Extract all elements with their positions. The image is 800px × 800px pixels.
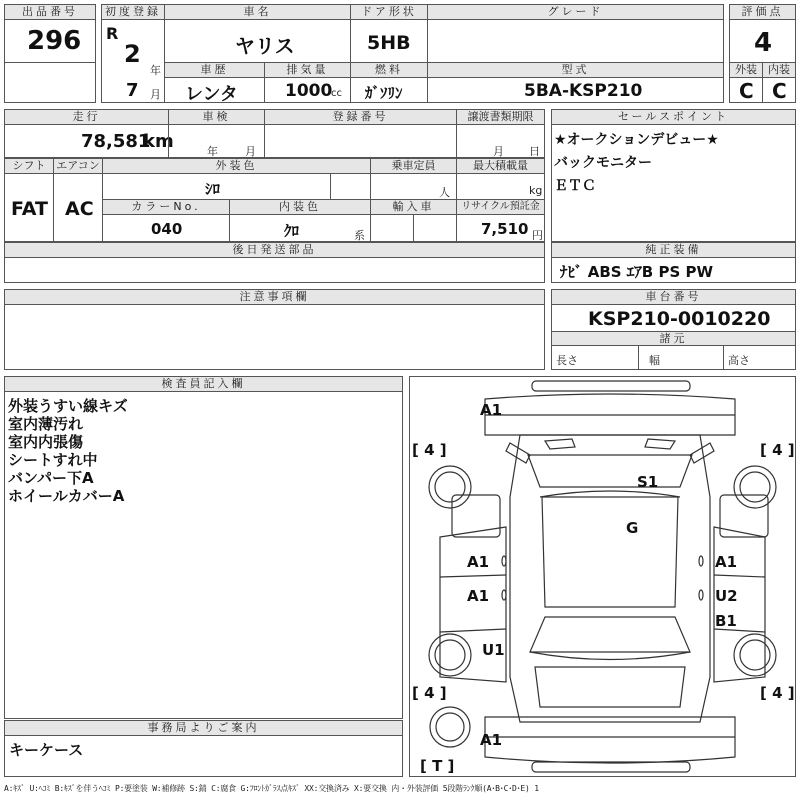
sales-point-line: ＥＴＣ <box>554 178 596 194</box>
spec-width-label: 幅 <box>649 354 660 367</box>
grade-label: グレード <box>427 4 724 20</box>
reg-month: 7 <box>126 80 139 101</box>
history-cell <box>164 77 265 103</box>
car-name: ヤリス <box>235 34 295 58</box>
left-rear-door-mark: A1 <box>467 587 490 605</box>
car-name-cell <box>164 19 351 63</box>
genuine-cell <box>551 257 796 283</box>
inspector-line: シートすれ中 <box>8 451 98 469</box>
right-front-door-mark: A1 <box>715 553 738 571</box>
rear-bumper-mark: A1 <box>480 731 503 749</box>
spec-length <box>551 345 639 370</box>
shift-label: シフト <box>4 158 54 174</box>
inspector-line: ホイールカバーA <box>8 487 125 505</box>
interior-grade-cell <box>762 77 796 103</box>
lot-label: 出品番号 <box>4 4 96 20</box>
ext-color-cell <box>102 173 331 200</box>
year-unit: 年 <box>150 64 161 77</box>
month-unit: 月 <box>150 88 161 101</box>
ext-color-value: ｼﾛ <box>205 180 221 198</box>
exterior-grade: C <box>739 79 754 103</box>
spare-tire-mark: [ T ] <box>420 757 455 775</box>
fuel-value: ｶﾞｿﾘﾝ <box>365 84 403 102</box>
import-label: 輸入車 <box>370 199 457 215</box>
tire-fr-mark: [ 4 ] <box>760 441 795 459</box>
model-cell <box>427 77 724 103</box>
right-rear-door-mark: U2 <box>715 587 738 605</box>
roof-mark: S1 <box>637 473 659 491</box>
sales-points-label: セールスポイント <box>551 109 796 125</box>
notes-cell <box>4 304 545 370</box>
office-value: キーケース <box>9 741 84 759</box>
int-color-unit: 系 <box>354 229 365 242</box>
later-parts-cell <box>4 257 545 283</box>
fuel-label: 燃料 <box>350 62 428 78</box>
max-load-cell <box>456 173 545 200</box>
chassis-number: KSP210-0010220 <box>588 308 771 330</box>
door-type: 5HB <box>367 32 411 54</box>
inspector-line: 室内薄汚れ <box>8 415 84 433</box>
office-label: 事務局よりご案内 <box>4 720 403 736</box>
inspector-line: バンパー下A <box>8 469 94 487</box>
score-cell <box>729 19 796 63</box>
chassis-label: 車台番号 <box>551 289 796 305</box>
windshield-mark: G <box>626 519 639 537</box>
door-cell <box>350 19 428 63</box>
door-label: ドア形状 <box>350 4 428 20</box>
inspector-label: 検査員記入欄 <box>4 376 403 392</box>
fuel-cell <box>350 77 428 103</box>
ext-color-extra <box>330 173 371 200</box>
interior-grade-label: 内装 <box>762 62 796 78</box>
model-label: 型式 <box>427 62 724 78</box>
spec-height-label: 高さ <box>728 354 750 367</box>
import-cell-a <box>370 214 414 242</box>
transfer-day-unit: 日 <box>529 145 540 158</box>
displacement-value: 1000 <box>285 81 333 101</box>
genuine-value: ﾅﾋﾞ ABS ｴｱB PS PW <box>560 263 714 281</box>
lot-number: 296 <box>27 26 82 56</box>
aircon-label: エアコン <box>53 158 103 174</box>
genuine-label: 純正装備 <box>551 242 796 258</box>
recycle-value: 7,510 <box>481 220 529 238</box>
inspector-line: 外装うすい線キズ <box>8 397 128 415</box>
sales-point-line: ★オークションデビュー★ <box>554 132 719 148</box>
history-label: 車歴 <box>164 62 265 78</box>
exterior-grade-label: 外装 <box>729 62 763 78</box>
interior-grade: C <box>772 79 787 103</box>
transfer-cell <box>456 124 545 158</box>
max-load-unit: kg <box>529 184 543 197</box>
grade-cell <box>427 19 724 63</box>
score-label: 評価点 <box>729 4 796 20</box>
int-color-value: ｸﾛ <box>284 222 300 240</box>
sales-points-box <box>551 124 796 242</box>
spec-length-label: 長さ <box>556 354 578 367</box>
shaken-year-unit: 年 <box>207 145 218 158</box>
score-value: 4 <box>754 28 773 58</box>
shaken-cell <box>168 124 265 158</box>
int-color-cell <box>229 214 371 242</box>
sales-point-line: バックモニター <box>554 155 652 171</box>
lot-cell <box>4 19 96 63</box>
color-no-value: 040 <box>151 220 183 238</box>
tire-fl-mark: [ 4 ] <box>412 441 447 459</box>
era: R <box>106 24 119 43</box>
color-no-cell <box>102 214 230 242</box>
inspector-box <box>4 391 403 719</box>
capacity-label: 乗車定員 <box>370 158 457 174</box>
transfer-label: 譲渡書類期限 <box>456 109 545 125</box>
color-no-label: カラーNo. <box>102 199 230 215</box>
first-reg-label: 初度登録 <box>101 4 165 20</box>
import-cell-b <box>413 214 457 242</box>
spec-width <box>638 345 724 370</box>
capacity-unit: 人 <box>439 186 450 199</box>
reg-year: 2 <box>124 40 141 68</box>
model-code: 5BA-KSP210 <box>524 81 643 101</box>
notes-label: 注意事項欄 <box>4 289 545 305</box>
shaken-month-unit: 月 <box>245 145 256 158</box>
mileage-cell <box>4 124 174 158</box>
inspector-line: 室内内張傷 <box>8 433 84 451</box>
office-box <box>4 735 403 777</box>
later-parts-label: 後日発送部品 <box>4 242 545 258</box>
int-color-label: 内装色 <box>229 199 371 215</box>
recycle-cell <box>456 214 545 242</box>
mileage-unit: km <box>143 131 174 152</box>
legend-text: A:ｷｽﾞ U:ﾍｺﾐ B:ｷｽﾞを伴うﾍｺﾐ P:要塗装 W:補修跡 S:錆 C:腐食 G:ﾌﾛﾝﾄｶﾞﾗｽ点ｷｽﾞ XX:交換済み X:要交換 内・外装評価 5段階ﾗﾝｸ順(A･B･C･D･E) 1 <box>4 784 539 793</box>
transfer-month-unit: 月 <box>493 145 504 158</box>
first-reg-cell <box>101 19 165 103</box>
mileage-value: 78,581 <box>81 131 151 152</box>
plate-cell <box>264 124 457 158</box>
car-name-label: 車名 <box>164 4 351 20</box>
shift-value: FAT <box>11 198 48 220</box>
plate-label: 登録番号 <box>264 109 457 125</box>
aircon-value: AC <box>65 198 94 220</box>
right-quarter-mark: B1 <box>715 612 737 630</box>
car-outline-svg <box>410 377 795 776</box>
shaken-label: 車検 <box>168 109 265 125</box>
tire-rl-mark: [ 4 ] <box>412 684 447 702</box>
ext-color-label: 外装色 <box>102 158 371 174</box>
shift-cell <box>4 173 54 242</box>
recycle-label: リサイクル預託金 <box>456 199 545 215</box>
displacement-cell <box>264 77 351 103</box>
left-quarter-mark: U1 <box>482 641 505 659</box>
spec-height <box>723 345 796 370</box>
recycle-unit: 円 <box>532 229 543 242</box>
exterior-grade-cell <box>729 77 763 103</box>
displacement-unit: cc <box>331 88 342 99</box>
left-front-door-mark: A1 <box>467 553 490 571</box>
lot-blank <box>4 62 96 103</box>
displacement-label: 排気量 <box>264 62 351 78</box>
max-load-label: 最大積載量 <box>456 158 545 174</box>
history-value: レンタ <box>185 84 238 105</box>
chassis-cell <box>551 304 796 332</box>
capacity-cell <box>370 173 457 200</box>
tire-rr-mark: [ 4 ] <box>760 684 795 702</box>
aircon-cell <box>53 173 103 242</box>
mileage-label: 走行 <box>4 109 169 125</box>
front-bumper-mark: A1 <box>480 401 503 419</box>
car-diagram <box>409 376 796 777</box>
specs-label: 諸元 <box>551 331 796 346</box>
